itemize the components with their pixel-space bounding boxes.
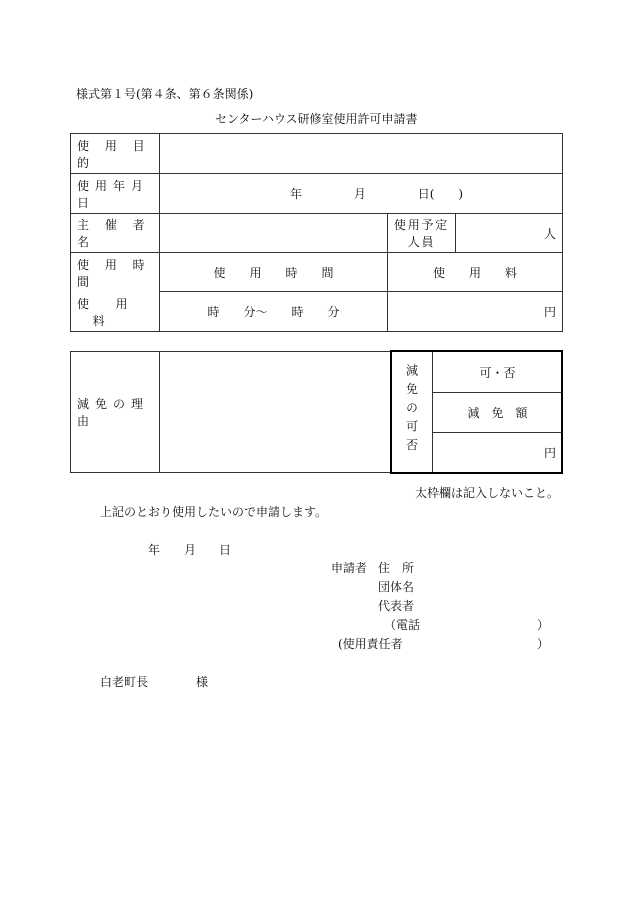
organization-label: 団体名 [378, 580, 415, 594]
date-field[interactable] [160, 174, 563, 214]
purpose-label: 使 用 目 的 [71, 134, 160, 174]
approval-label-cell [392, 352, 433, 473]
document-title: センターハウス研修室使用許可申請書 [215, 112, 418, 126]
time-header: 使 用 時 間 [160, 253, 388, 292]
date-label: 使用年月日 [71, 174, 160, 214]
approval-label: 減免の可否 [404, 364, 419, 457]
phone-open: （電話 [384, 618, 421, 632]
date-month: 月 [353, 187, 366, 201]
amount-field [433, 433, 563, 473]
people-field[interactable] [456, 214, 563, 253]
exemption-table [70, 351, 563, 473]
application-date-year: 年 [148, 543, 161, 557]
responsible-person-open: (使用責任者 [338, 637, 403, 651]
recipient: 白老町長 [100, 675, 149, 689]
application-date-month: 月 [184, 543, 197, 557]
representative-label: 代表者 [378, 599, 415, 613]
expected-people-label: 使用予定人員 [388, 214, 456, 253]
organizer-field[interactable] [160, 214, 388, 253]
application-table [70, 133, 563, 332]
time-fee-label [71, 253, 160, 332]
purpose-field[interactable] [160, 134, 563, 174]
time-fee-label-line-2: 使 用 料 [77, 296, 132, 328]
responsible-person-close: ） [537, 637, 550, 651]
fee-unit: 円 [543, 305, 556, 319]
request-sentence: 上記のとおり使用したいので申請します。 [100, 505, 328, 519]
fee-field[interactable] [388, 292, 563, 332]
form-number: 様式第１号(第４条、第６条関係) [76, 87, 254, 101]
phone-close: ） [537, 618, 550, 632]
fee-header: 使 用 料 [388, 253, 563, 292]
people-unit: 人 [543, 226, 556, 241]
honorific: 様 [196, 675, 209, 689]
date-year: 年 [290, 187, 303, 201]
address-label: 住 所 [378, 561, 415, 575]
application-date-day: 日 [219, 543, 232, 557]
applicant-label: 申請者 [331, 561, 368, 575]
date-day: 日( ) [417, 187, 464, 201]
reason-label: 減免の理由 [71, 352, 160, 473]
time-fee-label-line-1: 使 用 時 間 [77, 257, 151, 289]
amount-unit: 円 [543, 446, 556, 460]
organizer-label: 主 催 者 名 [71, 214, 160, 253]
approval-option: 可・否 [433, 352, 563, 393]
exemption-amount-label: 減 免 額 [433, 393, 563, 433]
time-field[interactable]: 時 分～ 時 分 [160, 292, 388, 332]
bold-frame-note: 太枠欄は記入しないこと。 [415, 486, 560, 500]
reason-field[interactable] [160, 352, 392, 473]
